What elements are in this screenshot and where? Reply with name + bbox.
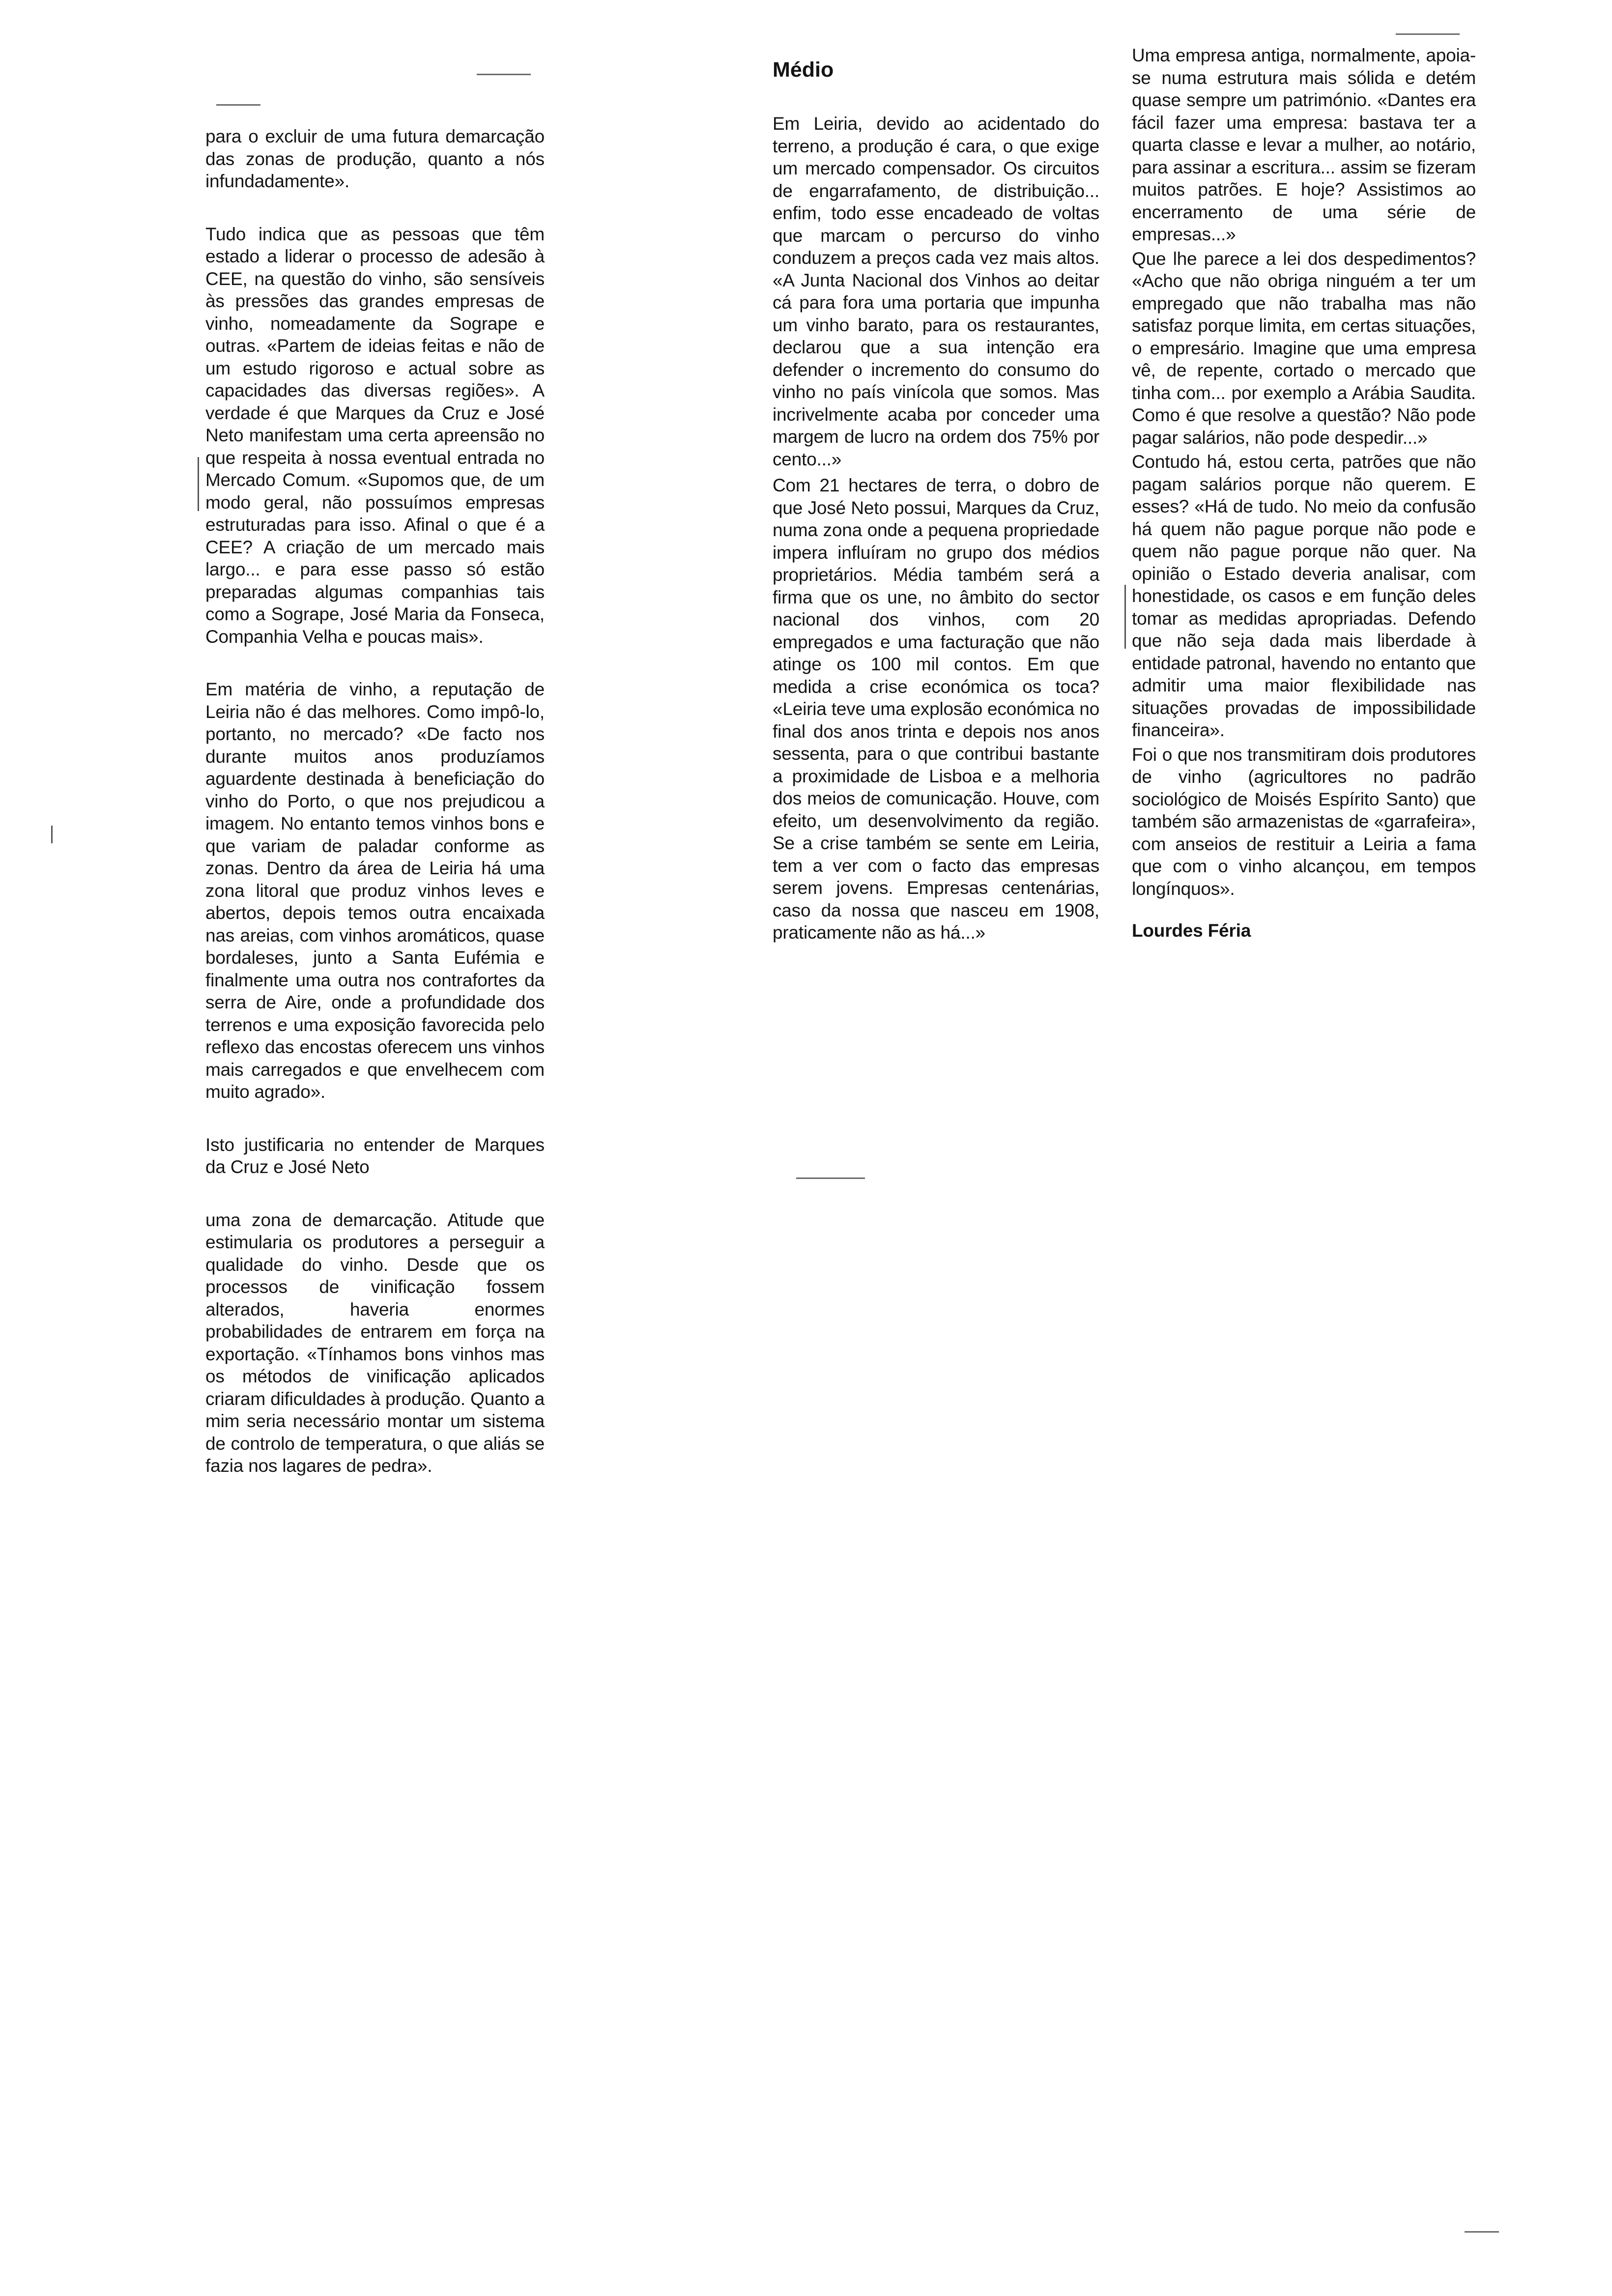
- scan-speck: [1396, 33, 1460, 35]
- paragraph: Em matéria de vinho, a reputação de Leiria não é das melhores. Como impô-lo, portanto, no mercado? «De facto nos durante muitos anos produzíamos aguardente destinada à beneficiação do vinho do Porto, o que nos prejudicou a imagem. No entanto temos vinhos bons e que variam de paladar conforme as zonas. Dentro da área de Leiria há uma zona litoral que produz vinhos leves e abertos, depois temos outra encaixada nas areias, com vinhos aromáticos, quase bordaleses, junto a Santa Eufémia e finalmente uma outra nos contrafortes da serra de Aire, onde a profundidade dos terrenos e uma exposição favorecida pelo reflexo das encostas oferecem uns vinhos mais carregados e que envelhecem com muito agrado».: [205, 679, 545, 1102]
- paragraph: Com 21 hectares de terra, o dobro de que José Neto possui, Marques da Cruz, numa zona onde a pequena propriedade impera influíram no grupo dos médios proprietários. Média também será a firma que os une, no âmbito do sector nacional dos vinhos, com 20 empregados e uma facturação que não atinge os 100 mil contos. Em que medida a crise económica os toca? «Leiria teve uma explosão económica no final dos anos trinta e depois nos anos sessenta, para o que contribui bastante a proximidade de Lisboa e a melhoria dos meios de comunicação. Houve, com efeito, um desenvolvimento da região. Se a crise também se sente em Leiria, tem a ver com o facto das empresas serem jovens. Empresas centenárias, caso da nossa que nasceu em 1908, praticamente não as há...»: [773, 475, 1099, 943]
- scan-mark: [198, 457, 199, 511]
- scan-speck: [216, 104, 260, 106]
- paragraph: Em Leiria, devido ao acidentado do terreno, a produção é cara, o que exige um mercado compensador. Os circuitos de engarrafamento, de distribuição... enfim, todo esse encadeado de voltas que marcam o percurso do vinho conduzem a preços cada vez mais altos. «A Junta Nacional dos Vinhos ao deitar cá para fora uma portaria que impunha um vinho barato, para os restaurantes, declarou que a sua intenção era defender o incremento do consumo do vinho no país vinícola que somos. Mas incrivelmente acaba por conceder uma margem de lucro na ordem dos 75% por cento...»: [773, 114, 1099, 469]
- scan-mark: [1124, 585, 1126, 649]
- paragraph: Tudo indica que as pessoas que têm estado a liderar o processo de adesão à CEE, na questão do vinho, são sensíveis às pressões das grandes empresas de vinho, nomeadamente da Sogrape e outras. «Partem de ideias feitas e não de um estudo rigoroso e actual sobre as capacidades das diversas regiões». A verdade é que Marques da Cruz e José Neto manifestam uma certa apreensão no que respeita à nossa eventual entrada no Mercado Comum. «Supomos que, de um modo geral, não possuímos empresas estruturadas para isso. Afinal o que é a CEE? A criação de um mercado mais largo... e para esse passo só estão preparadas algumas companhias tais como a Sogrape, José Maria da Fonseca, Companhia Velha e poucas mais».: [205, 224, 545, 647]
- paragraph: Isto justificaria no entender de Marques da Cruz e José Neto: [205, 1134, 545, 1177]
- paragraph: Foi o que nos transmitiram dois produtores de vinho (agricultores no padrão sociológico de Moisés Espírito Santo) que também são armazenistas de «garrafeira», com anseios de restituir a Leiria a fama que com o vinho alcançou, em tempos longínquos».: [1132, 744, 1476, 899]
- article-column-1: [205, 125, 545, 1477]
- paragraph: Contudo há, estou certa, patrões que não pagam salários porque não querem. E esses? «Há de tudo. No meio da confusão há quem não pague porque não pode e quem não pague porque não quer. Na opinião o Estado deveria analisar, com honestidade, os casos e em função deles tomar as medidas apropriadas. Defendo que não seja dada mais liberdade à entidade patronal, havendo no entanto que admitir uma maior flexibilidade nas situações provadas de impossibilidade financeira».: [1132, 452, 1476, 740]
- scan-mark: [51, 826, 53, 843]
- scan-speck: [796, 1177, 865, 1179]
- scan-speck: [477, 74, 531, 75]
- paragraph: Que lhe parece a lei dos despedimentos? «Acho que não obriga ninguém a ter um empregado que não trabalha mas não satisfaz porque limita, em certas situações, o empresário. Imagine que uma empresa vê, de repente, cortado o mercado que tinha com... por exemplo a Arábia Saudita. Como é que resolve a questão? Não pode pagar salários, não pode despedir...»: [1132, 248, 1476, 448]
- paragraph: uma zona de demarcação. Atitude que estimularia os produtores a perseguir a qualidade do vinho. Desde que os processos de vinificação fossem alterados, haveria enormes probabilidades de entrarem em força na exportação. «Tínhamos bons vinhos mas os métodos de vinificação aplicados criaram dificuldades à produção. Quanto a mim seria necessário montar um sistema de controlo de temperatura, o que aliás se fazia nos lagares de pedra».: [205, 1209, 545, 1476]
- article-column-3: [1132, 44, 1476, 942]
- article-column-2: [773, 58, 1099, 944]
- paragraph: para o excluir de uma futura demarcação das zonas de produção, quanto a nós infundadamente».: [205, 126, 545, 191]
- scan-speck: [1465, 2231, 1499, 2233]
- section-heading: Médio: [773, 58, 834, 82]
- paragraph: Uma empresa antiga, normalmente, apoia-se numa estrutura mais sólida e detém quase sempre um património. «Dantes era fácil fazer uma empresa: bastava ter a quarta classe e levar a mulher, ao notário, para assinar a escritura... assim se fizeram muitos patrões. E hoje? Assistimos ao encerramento de uma série de empresas...»: [1132, 45, 1476, 244]
- author-byline: Lourdes Féria: [1132, 920, 1251, 941]
